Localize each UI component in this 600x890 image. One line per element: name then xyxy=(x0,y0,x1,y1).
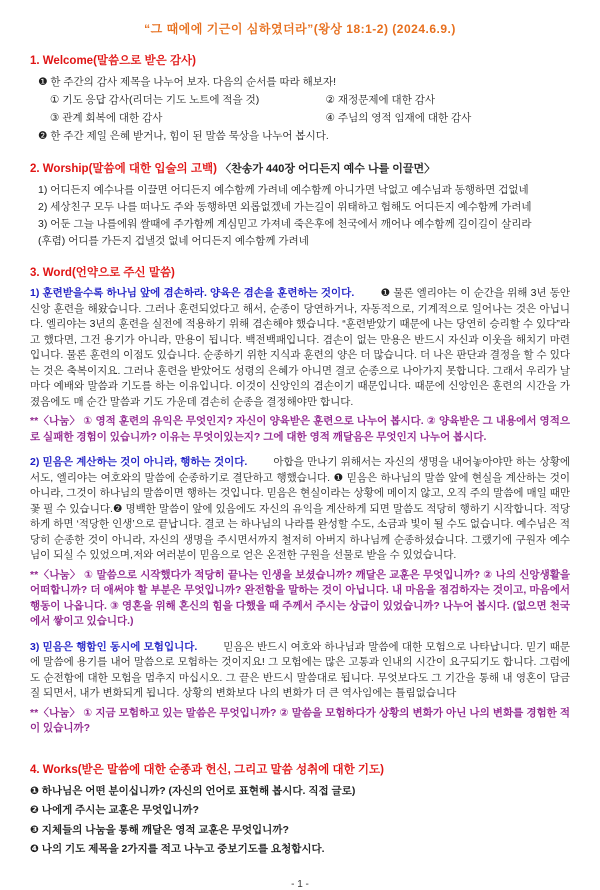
hymn-verse-1: 1) 어디든지 예수나를 이끌면 어디든지 예수함께 가려네 예수함께 아니가면 낙없고 예수님과 동행하면 겁없네 xyxy=(38,184,529,196)
welcome-heading: 1. Welcome(말씀으로 받은 감사) xyxy=(30,55,196,67)
worship-hymn-reference: 〈찬송가 440장 어디든지 예수 나를 이끌면〉 xyxy=(220,163,436,175)
page-number: - 1 - xyxy=(291,878,309,890)
worship-heading-line xyxy=(30,160,570,176)
works-item-2: ❷ 나에게 주시는 교훈은 무엇입니까? xyxy=(30,804,199,816)
nanum-prompt-1: **〈나눔〉 ① 영적 훈련의 유익은 무엇인지? 자신이 양육받은 훈련으로 나누어 봅시다. ② 양육받은 그 내용에서 영적으로 실패한 경험이 있습니까? 이유는 무엇이있는지? 그에 대한 영적 깨달음은 무엇인지 나누어 봅시다. xyxy=(30,415,570,443)
word-subheading-1: 1) 훈련받을수록 하나님 앞에 겸손하라. 양육은 겸손을 훈련하는 것이다. xyxy=(30,287,355,299)
word-paragraph-1 xyxy=(30,286,570,410)
word-paragraph-2 xyxy=(30,455,570,564)
works-heading: 4. Works(받은 말씀에 대한 순종과 헌신, 그리고 말씀 성취에 대한 기도) xyxy=(30,763,384,776)
section-worship xyxy=(30,160,570,250)
works-item-4: ❹ 나의 기도 제목을 2가지를 적고 나누고 중보기도를 요청합시다. xyxy=(30,843,325,855)
worship-heading: 2. Worship(말씀에 대한 입술의 고백) xyxy=(30,163,217,175)
page-title: “그 때에에 기근이 심하였더라”(왕상 18:1-2) (2024.6.9.) xyxy=(144,22,456,36)
works-item-1: ❶ 하나님은 어떤 분이십니까? (자신의 언어로 표현해 봅시다. 직접 글로) xyxy=(30,784,356,797)
word-subheading-3: 3) 믿음은 행함인 동시에 모험입니다. xyxy=(30,640,198,653)
section-word xyxy=(30,264,570,747)
welcome-subitem-finance: ② 재정문제에 대한 감사 xyxy=(325,94,436,106)
nanum-prompt-3: **〈나눔〉 ① 지금 모험하고 있는 말씀은 무엇입니까? ② 말씀을 모험하다가 상황의 변화가 아닌 나의 변화를 경험한 적이 있습니까? xyxy=(30,706,570,734)
word-body-2: 아합을 만나기 위해서는 자신의 생명을 내어놓아야만 하는 상황에서도, 엘리야는 여호와의 말씀에 순종하기로 결단하고 행했습니다. ❶ 믿음은 하나님의 말씀 앞에 현실을 계산하는 것이 아니라, 그것이 하나님의 말씀이면 행하는 것입니다. 믿음은 현실이라는 상황에 메이지 않고, 오직 주의 말씀에 매일 때만 꽃 필 수 있습니다.❷ 명백한 말씀이 앞에 있음에도 자신의 유익을 계산하게 되면 말씀도 적당히 행하기 시작합니다. 적당하게 하면 ‘적당한 인생’으로 끝납니다. 결코 는 하나님의 나라를 완성할 수도, 소금과 빛이 될 수도 없습니다. 예수님은 적당히 순종한 것이 아니라, 자신의 생명을 주시면서까지 철저히 아버지 하나님께 순종하셨습니다. 그랬기에 구원자 예수님이 되실 수 있었으며,저와 여러분이 믿음으로 얻은 온전한 구원을 선물로 받을 수 있었습니다. xyxy=(30,456,570,561)
welcome-subitem-prayer: ① 기도 응답 감사(리더는 기도 노트에 적을 것) xyxy=(50,94,260,106)
word-body-3: 믿음은 반드시 여호와 하나님과 말씀에 대한 모험으로 나타납니다. 믿기 때문에 말씀에 용기를 내어 말씀으로 모험하는 것이지요! 그 모험에는 많은 고통과 인내의 시간이 요구되기도 합니다. 그럼에도 순전함에 대한 모험을 멈추지 마십시오. 그 끝은 반드시 말씀대로 됩니다. 무엇보다도 그 기간을 통해 내 영혼이 담금질 되면서, 내가 변화되게 됩니다. 상황의 변화보다 나의 변화가 더 큰 역사임에는 틀림없습니다 xyxy=(30,640,570,699)
word-paragraph-3 xyxy=(30,640,570,702)
welcome-subitem-relationship: ③ 관계 회복에 대한 감사 xyxy=(50,112,163,124)
section-welcome xyxy=(30,52,570,146)
nanum-prompt-2: **〈나눔〉 ① 말씀으로 시작했다가 적당히 끝나는 인생을 보셨습니까? 깨달은 교훈은 무엇입니까? ② 나의 신앙생활을 어떠합니까? 더 애써야 할 부분은 무엇입니까? 완전함을 말하는 것이 아닙니다. 내 마음을 점검하자는 것이고, 마음에서 행동이 나옵니다. ③ 영혼을 위해 혼신의 힘을 다했을 때 주께서 주시는 상급이 있었습니까? 나누어 봅시다. (없으면 천국에서 쌓이고 있습니다.) xyxy=(30,568,570,627)
section-works xyxy=(30,761,570,861)
word-subheading-2: 2) 믿음은 계산하는 것이 아니라, 행하는 것이다. xyxy=(30,456,248,468)
word-body-1: ❶ 물론 엘리야는 이 순간을 위해 3년 동안 신앙 훈련을 해왔습니다. 그러나 훈련되었다고 해서, 순종이 당연하거나, 자동적으로, 기계적으로 일어나는 것은 아닙니다. 엘리야는 3년의 훈련을 실전에 적용하기 위해 겸손해야 했습니다. “훈련받았기 때문에 나는 당연히 승리할 수 있다”라고 했다면, 그건 용기가 아니라, 만용이 됩니다. 백전백패입니다. 겸손이 없는 만용은 반드시 자신과 이웃을 해치기 마련입니다. 물론 훈련의 이점도 있습니다. 순종하기 위한 지식과 훈련의 양은 더 많습니다. 더 나은 판단과 결정을 할 수 있다는 것은 축복이지요. 그러나 훈련을 받았어도 성령의 은혜가 아니면 결코 순종으로 나아가지 못합니다. 그래서 우리가 날마다 예배와 말씀과 기도를 하는 이유입니다. 이것이 신앙인의 겸손이기 때문입니다. 때문에 신앙인은 훈련의 시간을 가졌음에도 매 순간 말씀과 기도 가운데 겸손히 순종을 결정해야만 합니다. xyxy=(30,287,570,408)
welcome-item-1: ❶ 한 주간의 감사 제목을 나누어 보자. 다음의 순서를 따라 해보자! xyxy=(38,76,336,88)
works-item-3: ❸ 지체들의 나눔을 통해 깨달은 영적 교훈은 무엇입니까? xyxy=(30,823,289,836)
hymn-verse-2: 2) 세상친구 모두 나를 떠나도 주와 동행하면 외롭없겠네 가는길이 위태하고 험해도 어디든지 예수함께 가려네 xyxy=(38,201,532,213)
welcome-subitem-presence: ④ 주님의 영적 임재에 대한 감사 xyxy=(325,112,472,124)
hymn-refrain: (후렴) 어디를 가든지 겁낼것 없네 어디든지 예수함께 가려네 xyxy=(38,235,309,247)
welcome-subitems-row-1 xyxy=(50,92,570,108)
hymn-verse-3: 3) 어둔 그늘 나를에워 쌀때에 주가함께 계심믿고 가져네 죽은후에 천국에서 깨어나 예수함께 길이길이 살리라 xyxy=(38,218,532,230)
word-heading: 3. Word(언약으로 주신 말씀) xyxy=(30,267,175,279)
welcome-item-2: ❷ 한 주간 제일 은혜 받거나, 힘이 된 말씀 묵상을 나누어 봅시다. xyxy=(38,130,329,142)
welcome-subitems-row-2 xyxy=(50,110,570,126)
